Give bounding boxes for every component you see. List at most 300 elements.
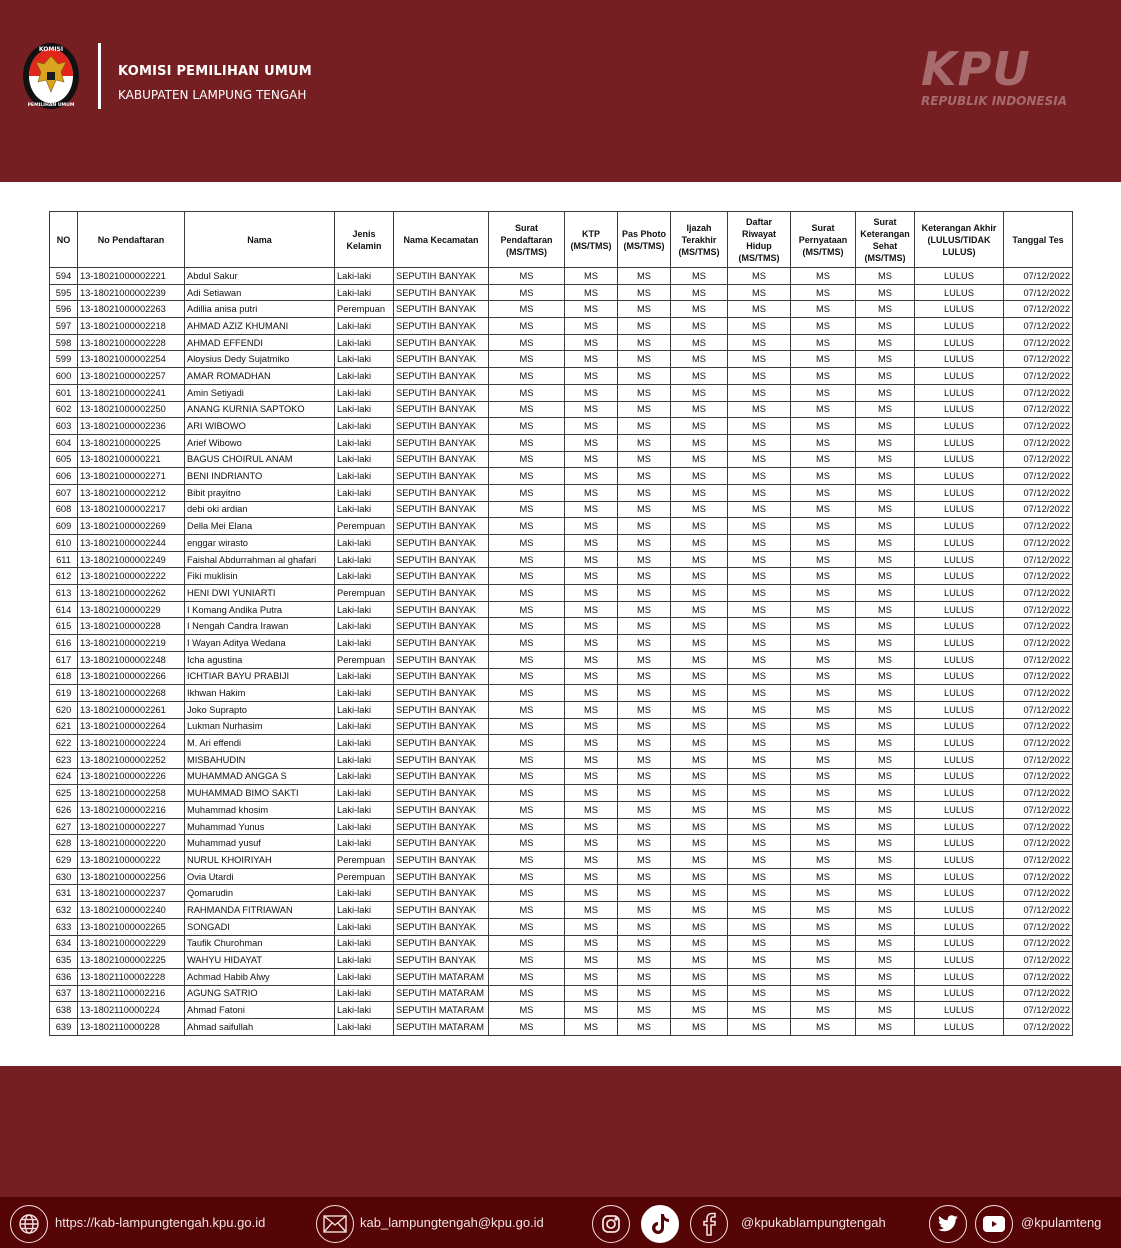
applicant-name-cell: NURUL KHOIRIYAH: [185, 852, 335, 869]
gender-cell: Laki-laki: [335, 818, 394, 835]
district-cell: SEPUTIH BANYAK: [394, 585, 489, 602]
table-row: [50, 351, 1073, 368]
doc-ktp-cell: MS: [565, 585, 618, 602]
registration-number-cell: 13-18021000002217: [78, 501, 185, 518]
doc-ijazah-cell: MS: [671, 852, 728, 869]
table-row: [50, 635, 1073, 652]
applicant-name-cell: Faishal Abdurrahman al ghafari: [185, 551, 335, 568]
doc-riwayat-hidup-cell: MS: [728, 334, 791, 351]
applicant-name-cell: Aloysius Dedy Sujatmiko: [185, 351, 335, 368]
district-cell: SEPUTIH BANYAK: [394, 268, 489, 285]
gender-cell: Laki-laki: [335, 701, 394, 718]
final-result-cell: LULUS: [915, 718, 1004, 735]
table-row: [50, 935, 1073, 952]
doc-surat-pernyataan-cell: MS: [791, 601, 856, 618]
doc-ktp-cell: MS: [565, 501, 618, 518]
table-row: [50, 401, 1073, 418]
doc-ktp-cell: MS: [565, 701, 618, 718]
doc-ijazah-cell: MS: [671, 368, 728, 385]
final-result-cell: LULUS: [915, 685, 1004, 702]
doc-surat-pernyataan-cell: MS: [791, 918, 856, 935]
doc-surat-pernyataan-cell: MS: [791, 568, 856, 585]
doc-ijazah-cell: MS: [671, 551, 728, 568]
doc-surat-pernyataan-cell: MS: [791, 484, 856, 501]
row-number-cell: 601: [50, 384, 78, 401]
final-result-cell: LULUS: [915, 701, 1004, 718]
column-header: No Pendaftaran: [78, 212, 185, 268]
row-number-cell: 617: [50, 651, 78, 668]
district-cell: SEPUTIH BANYAK: [394, 818, 489, 835]
district-cell: SEPUTIH BANYAK: [394, 484, 489, 501]
registration-number-cell: 13-18021000002225: [78, 952, 185, 969]
doc-ktp-cell: MS: [565, 468, 618, 485]
applicant-name-cell: Arief Wibowo: [185, 434, 335, 451]
row-number-cell: 621: [50, 718, 78, 735]
applicant-name-cell: AHMAD EFFENDI: [185, 334, 335, 351]
youtube-icon[interactable]: [975, 1205, 1013, 1243]
final-result-cell: LULUS: [915, 968, 1004, 985]
district-cell: SEPUTIH BANYAK: [394, 651, 489, 668]
registration-number-cell: 13-18021000002264: [78, 718, 185, 735]
gender-cell: Laki-laki: [335, 434, 394, 451]
final-result-cell: LULUS: [915, 468, 1004, 485]
applicant-name-cell: WAHYU HIDAYAT: [185, 952, 335, 969]
final-result-cell: LULUS: [915, 501, 1004, 518]
test-date-cell: 07/12/2022: [1004, 351, 1073, 368]
website-link[interactable]: https://kab-lampungtengah.kpu.go.id: [55, 1215, 266, 1230]
district-cell: SEPUTIH BANYAK: [394, 768, 489, 785]
doc-riwayat-hidup-cell: MS: [728, 618, 791, 635]
test-date-cell: 07/12/2022: [1004, 985, 1073, 1002]
doc-surat-sehat-cell: MS: [856, 284, 915, 301]
doc-surat-sehat-cell: MS: [856, 301, 915, 318]
table-row: [50, 651, 1073, 668]
doc-pas-photo-cell: MS: [618, 968, 671, 985]
district-cell: SEPUTIH BANYAK: [394, 701, 489, 718]
doc-ijazah-cell: MS: [671, 401, 728, 418]
doc-surat-pernyataan-cell: MS: [791, 318, 856, 335]
doc-ijazah-cell: MS: [671, 818, 728, 835]
doc-riwayat-hidup-cell: MS: [728, 918, 791, 935]
doc-surat-sehat-cell: MS: [856, 1002, 915, 1019]
doc-riwayat-hidup-cell: MS: [728, 718, 791, 735]
registration-number-cell: 13-18021000002240: [78, 902, 185, 919]
final-result-cell: LULUS: [915, 384, 1004, 401]
final-result-cell: LULUS: [915, 751, 1004, 768]
final-result-cell: LULUS: [915, 585, 1004, 602]
applicant-name-cell: ICHTIAR BAYU PRABIJI: [185, 668, 335, 685]
results-table: [49, 211, 1073, 1036]
row-number-cell: 633: [50, 918, 78, 935]
final-result-cell: LULUS: [915, 1018, 1004, 1035]
footer-banner: [0, 1066, 1121, 1248]
row-number-cell: 608: [50, 501, 78, 518]
doc-surat-sehat-cell: MS: [856, 451, 915, 468]
social-handle-primary[interactable]: @kpukablampungtengah: [741, 1215, 886, 1230]
doc-pas-photo-cell: MS: [618, 384, 671, 401]
table-row: [50, 268, 1073, 285]
applicant-name-cell: Qomarudin: [185, 885, 335, 902]
doc-surat-sehat-cell: MS: [856, 968, 915, 985]
doc-ktp-cell: MS: [565, 735, 618, 752]
gender-cell: Laki-laki: [335, 268, 394, 285]
row-number-cell: 634: [50, 935, 78, 952]
table-row: [50, 334, 1073, 351]
table-row: [50, 384, 1073, 401]
district-cell: SEPUTIH BANYAK: [394, 785, 489, 802]
registration-number-cell: 13-18021000002222: [78, 568, 185, 585]
doc-ijazah-cell: MS: [671, 952, 728, 969]
doc-ijazah-cell: MS: [671, 1002, 728, 1019]
doc-surat-pendaftaran-cell: MS: [489, 952, 565, 969]
test-date-cell: 07/12/2022: [1004, 318, 1073, 335]
doc-surat-sehat-cell: MS: [856, 268, 915, 285]
doc-riwayat-hidup-cell: MS: [728, 751, 791, 768]
doc-surat-sehat-cell: MS: [856, 585, 915, 602]
registration-number-cell: 13-1802100000221: [78, 451, 185, 468]
doc-ijazah-cell: MS: [671, 1018, 728, 1035]
applicant-name-cell: BAGUS CHOIRUL ANAM: [185, 451, 335, 468]
registration-number-cell: 13-18021000002237: [78, 885, 185, 902]
registration-number-cell: 13-18021000002256: [78, 868, 185, 885]
test-date-cell: 07/12/2022: [1004, 418, 1073, 435]
doc-ktp-cell: MS: [565, 668, 618, 685]
table-row: [50, 852, 1073, 869]
doc-ktp-cell: MS: [565, 318, 618, 335]
doc-surat-pernyataan-cell: MS: [791, 685, 856, 702]
registration-number-cell: 13-18021000002258: [78, 785, 185, 802]
doc-ktp-cell: MS: [565, 268, 618, 285]
doc-surat-pendaftaran-cell: MS: [489, 484, 565, 501]
column-header: Tanggal Tes: [1004, 212, 1073, 268]
doc-riwayat-hidup-cell: MS: [728, 952, 791, 969]
gender-cell: Laki-laki: [335, 501, 394, 518]
doc-ijazah-cell: MS: [671, 468, 728, 485]
doc-surat-sehat-cell: MS: [856, 685, 915, 702]
doc-surat-pendaftaran-cell: MS: [489, 568, 565, 585]
table-row: [50, 751, 1073, 768]
gender-cell: Laki-laki: [335, 718, 394, 735]
doc-surat-pendaftaran-cell: MS: [489, 718, 565, 735]
doc-surat-pendaftaran-cell: MS: [489, 551, 565, 568]
doc-pas-photo-cell: MS: [618, 451, 671, 468]
registration-number-cell: 13-1802100000222: [78, 852, 185, 869]
applicant-name-cell: Adi Setiawan: [185, 284, 335, 301]
row-number-cell: 622: [50, 735, 78, 752]
doc-surat-pernyataan-cell: MS: [791, 902, 856, 919]
district-cell: SEPUTIH BANYAK: [394, 918, 489, 935]
registration-number-cell: 13-18021000002263: [78, 301, 185, 318]
doc-surat-pernyataan-cell: MS: [791, 751, 856, 768]
table-row: [50, 434, 1073, 451]
test-date-cell: 07/12/2022: [1004, 518, 1073, 535]
gender-cell: Laki-laki: [335, 401, 394, 418]
doc-riwayat-hidup-cell: MS: [728, 568, 791, 585]
applicant-name-cell: I Komang Andika Putra: [185, 601, 335, 618]
doc-ijazah-cell: MS: [671, 685, 728, 702]
doc-surat-pendaftaran-cell: MS: [489, 535, 565, 552]
doc-surat-pernyataan-cell: MS: [791, 968, 856, 985]
final-result-cell: LULUS: [915, 268, 1004, 285]
doc-surat-sehat-cell: MS: [856, 434, 915, 451]
doc-riwayat-hidup-cell: MS: [728, 818, 791, 835]
test-date-cell: 07/12/2022: [1004, 635, 1073, 652]
applicant-name-cell: Adillia anisa putri: [185, 301, 335, 318]
doc-surat-pernyataan-cell: MS: [791, 535, 856, 552]
doc-surat-pendaftaran-cell: MS: [489, 351, 565, 368]
district-cell: SEPUTIH BANYAK: [394, 301, 489, 318]
row-number-cell: 610: [50, 535, 78, 552]
svg-text:PEMILIHAN UMUM: PEMILIHAN UMUM: [27, 103, 75, 108]
final-result-cell: LULUS: [915, 451, 1004, 468]
doc-surat-sehat-cell: MS: [856, 651, 915, 668]
registration-number-cell: 13-18021100002228: [78, 968, 185, 985]
doc-ktp-cell: MS: [565, 568, 618, 585]
doc-surat-sehat-cell: MS: [856, 568, 915, 585]
social-handle-secondary[interactable]: @kpulamteng: [1021, 1215, 1102, 1230]
gender-cell: Laki-laki: [335, 635, 394, 652]
table-row: [50, 785, 1073, 802]
doc-surat-pernyataan-cell: MS: [791, 585, 856, 602]
table-row: [50, 284, 1073, 301]
gender-cell: Laki-laki: [335, 568, 394, 585]
doc-ijazah-cell: MS: [671, 568, 728, 585]
applicant-name-cell: I Wayan Aditya Wedana: [185, 635, 335, 652]
column-header: Surat Pernyataan (MS/TMS): [791, 212, 856, 268]
doc-surat-sehat-cell: MS: [856, 484, 915, 501]
row-number-cell: 630: [50, 868, 78, 885]
table-row: [50, 535, 1073, 552]
final-result-cell: LULUS: [915, 284, 1004, 301]
row-number-cell: 631: [50, 885, 78, 902]
doc-pas-photo-cell: MS: [618, 334, 671, 351]
doc-ijazah-cell: MS: [671, 885, 728, 902]
applicant-name-cell: AMAR ROMADHAN: [185, 368, 335, 385]
table-row: [50, 301, 1073, 318]
mail-icon[interactable]: [316, 1205, 354, 1243]
doc-pas-photo-cell: MS: [618, 868, 671, 885]
doc-surat-pendaftaran-cell: MS: [489, 852, 565, 869]
doc-surat-sehat-cell: MS: [856, 1018, 915, 1035]
row-number-cell: 595: [50, 284, 78, 301]
doc-surat-sehat-cell: MS: [856, 952, 915, 969]
doc-ktp-cell: MS: [565, 885, 618, 902]
registration-number-cell: 13-18021000002224: [78, 735, 185, 752]
doc-surat-pernyataan-cell: MS: [791, 768, 856, 785]
doc-ijazah-cell: MS: [671, 985, 728, 1002]
table-row: [50, 818, 1073, 835]
doc-surat-sehat-cell: MS: [856, 818, 915, 835]
final-result-cell: LULUS: [915, 852, 1004, 869]
doc-riwayat-hidup-cell: MS: [728, 651, 791, 668]
registration-number-cell: 13-18021000002236: [78, 418, 185, 435]
registration-number-cell: 13-18021000002239: [78, 284, 185, 301]
test-date-cell: 07/12/2022: [1004, 434, 1073, 451]
final-result-cell: LULUS: [915, 985, 1004, 1002]
final-result-cell: LULUS: [915, 818, 1004, 835]
doc-riwayat-hidup-cell: MS: [728, 301, 791, 318]
instagram-icon[interactable]: [592, 1205, 630, 1243]
applicant-name-cell: Bibit prayitno: [185, 484, 335, 501]
kpu-brand-subtitle: REPUBLIK INDONESIA: [921, 94, 1068, 108]
doc-ktp-cell: MS: [565, 768, 618, 785]
doc-riwayat-hidup-cell: MS: [728, 551, 791, 568]
doc-pas-photo-cell: MS: [618, 751, 671, 768]
final-result-cell: LULUS: [915, 802, 1004, 819]
row-number-cell: 603: [50, 418, 78, 435]
applicant-name-cell: HENI DWI YUNIARTI: [185, 585, 335, 602]
doc-riwayat-hidup-cell: MS: [728, 735, 791, 752]
doc-ijazah-cell: MS: [671, 384, 728, 401]
final-result-cell: LULUS: [915, 301, 1004, 318]
test-date-cell: 07/12/2022: [1004, 785, 1073, 802]
registration-number-cell: 13-18021000002244: [78, 535, 185, 552]
doc-surat-sehat-cell: MS: [856, 918, 915, 935]
district-cell: SEPUTIH BANYAK: [394, 334, 489, 351]
final-result-cell: LULUS: [915, 1002, 1004, 1019]
registration-number-cell: 13-18021000002226: [78, 768, 185, 785]
registration-number-cell: 13-1802100000229: [78, 601, 185, 618]
row-number-cell: 629: [50, 852, 78, 869]
table-row: [50, 468, 1073, 485]
doc-surat-pernyataan-cell: MS: [791, 401, 856, 418]
doc-pas-photo-cell: MS: [618, 434, 671, 451]
gender-cell: Laki-laki: [335, 685, 394, 702]
doc-ktp-cell: MS: [565, 868, 618, 885]
row-number-cell: 609: [50, 518, 78, 535]
doc-ktp-cell: MS: [565, 818, 618, 835]
table-row: [50, 885, 1073, 902]
table-row: [50, 484, 1073, 501]
gender-cell: Laki-laki: [335, 802, 394, 819]
test-date-cell: 07/12/2022: [1004, 284, 1073, 301]
doc-surat-pendaftaran-cell: MS: [489, 785, 565, 802]
test-date-cell: 07/12/2022: [1004, 1002, 1073, 1019]
twitter-icon[interactable]: [929, 1205, 967, 1243]
doc-riwayat-hidup-cell: MS: [728, 1018, 791, 1035]
table-row: [50, 718, 1073, 735]
doc-ijazah-cell: MS: [671, 835, 728, 852]
doc-riwayat-hidup-cell: MS: [728, 701, 791, 718]
table-row: [50, 902, 1073, 919]
test-date-cell: 07/12/2022: [1004, 718, 1073, 735]
applicant-name-cell: Joko Suprapto: [185, 701, 335, 718]
final-result-cell: LULUS: [915, 318, 1004, 335]
doc-surat-pernyataan-cell: MS: [791, 802, 856, 819]
doc-pas-photo-cell: MS: [618, 985, 671, 1002]
applicant-name-cell: I Nengah Candra Irawan: [185, 618, 335, 635]
row-number-cell: 596: [50, 301, 78, 318]
table-row: [50, 968, 1073, 985]
test-date-cell: 07/12/2022: [1004, 384, 1073, 401]
table-row: [50, 1002, 1073, 1019]
district-cell: SEPUTIH BANYAK: [394, 351, 489, 368]
doc-pas-photo-cell: MS: [618, 585, 671, 602]
table-row: [50, 735, 1073, 752]
doc-riwayat-hidup-cell: MS: [728, 985, 791, 1002]
doc-ijazah-cell: MS: [671, 751, 728, 768]
doc-surat-pernyataan-cell: MS: [791, 701, 856, 718]
applicant-name-cell: enggar wirasto: [185, 535, 335, 552]
column-header: Surat Keterangan Sehat (MS/TMS): [856, 212, 915, 268]
email-link[interactable]: kab_lampungtengah@kpu.go.id: [360, 1215, 544, 1230]
applicant-name-cell: RAHMANDA FITRIAWAN: [185, 902, 335, 919]
doc-ktp-cell: MS: [565, 618, 618, 635]
row-number-cell: 600: [50, 368, 78, 385]
applicant-name-cell: debi oki ardian: [185, 501, 335, 518]
doc-ktp-cell: MS: [565, 484, 618, 501]
applicant-name-cell: Amin Setiyadi: [185, 384, 335, 401]
doc-riwayat-hidup-cell: MS: [728, 351, 791, 368]
registration-number-cell: 13-18021100002216: [78, 985, 185, 1002]
table-row: [50, 985, 1073, 1002]
row-number-cell: 612: [50, 568, 78, 585]
doc-pas-photo-cell: MS: [618, 835, 671, 852]
gender-cell: Laki-laki: [335, 735, 394, 752]
registration-number-cell: 13-18021000002252: [78, 751, 185, 768]
doc-riwayat-hidup-cell: MS: [728, 1002, 791, 1019]
doc-surat-sehat-cell: MS: [856, 835, 915, 852]
column-header: Surat Pendaftaran (MS/TMS): [489, 212, 565, 268]
applicant-name-cell: BENI INDRIANTO: [185, 468, 335, 485]
doc-pas-photo-cell: MS: [618, 718, 671, 735]
doc-surat-pendaftaran-cell: MS: [489, 802, 565, 819]
doc-ktp-cell: MS: [565, 685, 618, 702]
table-row: [50, 1018, 1073, 1035]
district-cell: SEPUTIH BANYAK: [394, 952, 489, 969]
district-cell: SEPUTIH BANYAK: [394, 835, 489, 852]
table-row: [50, 802, 1073, 819]
facebook-icon[interactable]: [690, 1205, 728, 1243]
row-number-cell: 618: [50, 668, 78, 685]
doc-pas-photo-cell: MS: [618, 484, 671, 501]
table-row: [50, 668, 1073, 685]
globe-icon[interactable]: [10, 1205, 48, 1243]
row-number-cell: 606: [50, 468, 78, 485]
gender-cell: Laki-laki: [335, 985, 394, 1002]
column-header: Jenis Kelamin: [335, 212, 394, 268]
table-row: [50, 451, 1073, 468]
doc-surat-pernyataan-cell: MS: [791, 818, 856, 835]
district-cell: SEPUTIH BANYAK: [394, 802, 489, 819]
doc-surat-pendaftaran-cell: MS: [489, 701, 565, 718]
registration-number-cell: 13-18021000002227: [78, 818, 185, 835]
doc-surat-sehat-cell: MS: [856, 751, 915, 768]
table-header-row: [50, 212, 1073, 268]
doc-pas-photo-cell: MS: [618, 318, 671, 335]
doc-ijazah-cell: MS: [671, 618, 728, 635]
doc-pas-photo-cell: MS: [618, 418, 671, 435]
doc-surat-pernyataan-cell: MS: [791, 885, 856, 902]
test-date-cell: 07/12/2022: [1004, 802, 1073, 819]
tiktok-icon[interactable]: [641, 1205, 679, 1243]
gender-cell: Laki-laki: [335, 902, 394, 919]
doc-surat-pendaftaran-cell: MS: [489, 902, 565, 919]
district-cell: SEPUTIH BANYAK: [394, 384, 489, 401]
doc-surat-pernyataan-cell: MS: [791, 835, 856, 852]
doc-surat-pernyataan-cell: MS: [791, 668, 856, 685]
district-cell: SEPUTIH MATARAM: [394, 968, 489, 985]
row-number-cell: 602: [50, 401, 78, 418]
doc-surat-pernyataan-cell: MS: [791, 735, 856, 752]
district-cell: SEPUTIH BANYAK: [394, 601, 489, 618]
applicant-name-cell: MUHAMMAD BIMO SAKTI: [185, 785, 335, 802]
gender-cell: Laki-laki: [335, 668, 394, 685]
district-cell: SEPUTIH MATARAM: [394, 1002, 489, 1019]
table-row: [50, 551, 1073, 568]
doc-surat-pendaftaran-cell: MS: [489, 968, 565, 985]
column-header: Daftar Riwayat Hidup (MS/TMS): [728, 212, 791, 268]
